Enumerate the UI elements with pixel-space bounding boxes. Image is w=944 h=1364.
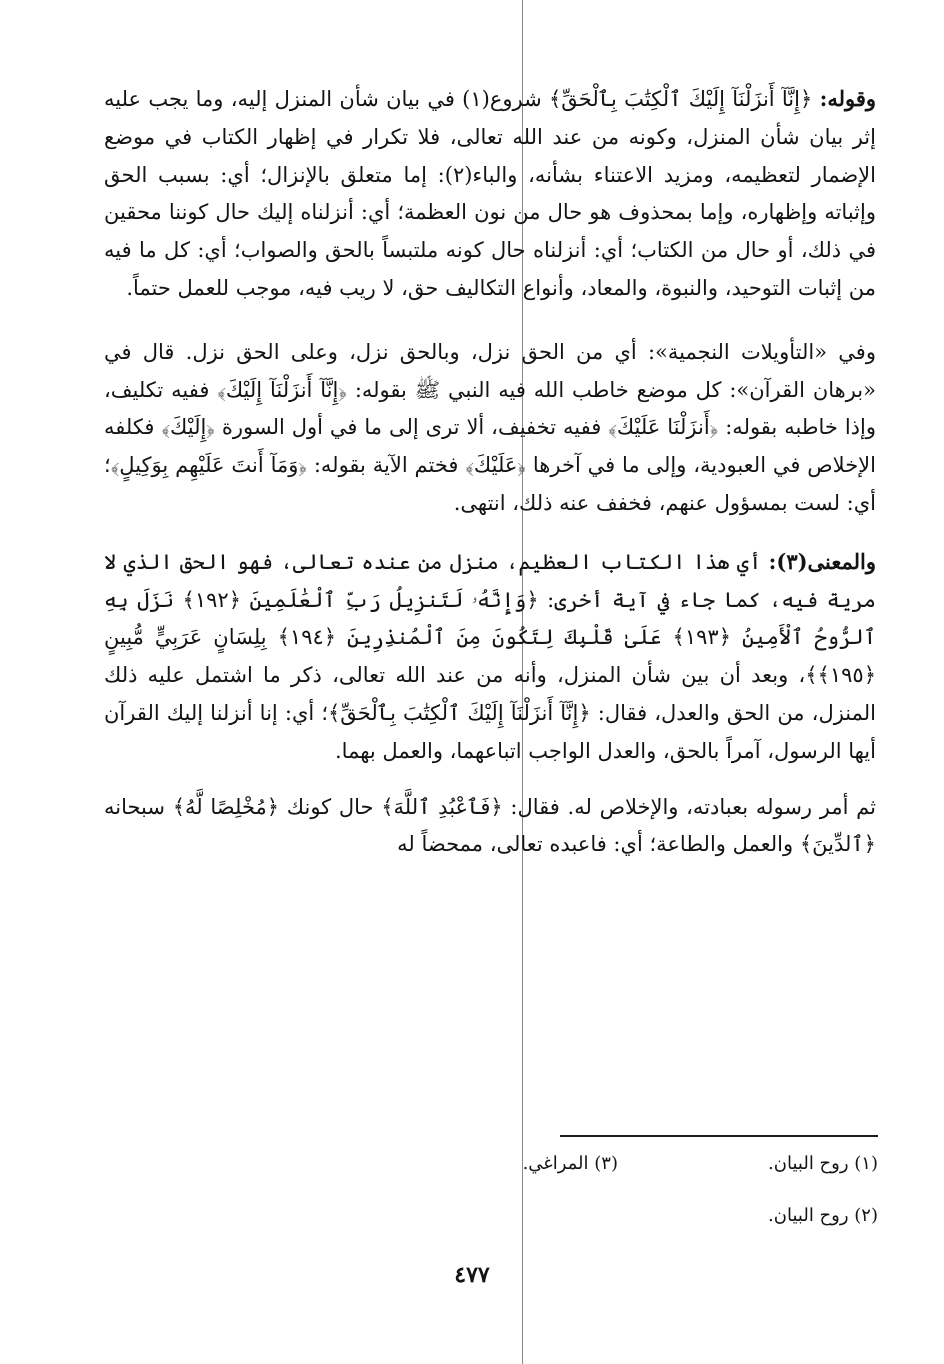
footnote-3: (٣) المراغي. [522, 1153, 618, 1174]
footnotes [300, 1152, 878, 1242]
paragraph-text: أي هذا الكتاب العظيم، منزل من عنده تعالى، فهو الحق الذي لا مرية فيه، كما جاء في آية أخرى: ﴿وَإِنَّهُۥ لَتَنزِيلُ رَبِّ ٱلْعَٰلَمِينَ ﴿١٩٢﴾ نَزَلَ بِهِ ٱلرُّوحُ ٱلْأَمِينُ ﴿١٩٣﴾ عَلَىٰ قَلْبِكَ لِتَكُونَ مِنَ ٱلْمُنذِرِينَ ﴿١٩٤﴾ بِلِسَانٍ عَرَبِيٍّ مُّبِينٍ ﴿١٩٥﴾﴾، وبعد أن بين شأن المنزل، وأنه من عند الله تعالى، ذكر ما اشتمل عليه ذلك المنزل، من الحق والعدل، فقال: ﴿إِنَّآ أَنزَلْنَآ إِلَيْكَ ٱلْكِتَٰبَ بِٱلْحَقِّ﴾؛ أي: إنا أنزلنا إليك القرآن أيها الرسول، آمراً بالحق، والعدل الواجب اتباعهما، والعمل بهما. [104, 549, 876, 763]
page-number: ٤٧٧ [454, 1262, 490, 1288]
paragraph-2 [104, 334, 876, 523]
paragraph-text: ﴿إِنَّآ أَنزَلْنَآ إِلَيْكَ ٱلْكِتَٰبَ بِٱلْحَقِّ﴾ شروع(١) في بيان شأن المنزل إليه، وما يجب عليه إثر بيان شأن المنزل، وكونه من عند الله تعالى، فلا تكرار في إظهار الكتاب في موضع الإضمار لتعظيمه، ومزيد الاعتناء بشأنه، والباء(٢): إما متعلق بالإنزال؛ أي: بسبب الحق وإثباته وإظهاره، وإما بمحذوف هو حال من نون العظمة؛ أي: أنزلناه إليك حال كوننا محقين في ذلك، أو حال من الكتاب؛ أي: أنزلناه حال كونه ملتبساً بالحق والصواب؛ أي: كل ما فيه من إثبات التوحيد، والنبوة، والمعاد، وأنواع التكاليف حق، لا ريب فيه، موجب للعمل حتماً. [104, 87, 876, 300]
paragraph-lead: وقوله: [819, 86, 877, 111]
paragraph-3 [104, 543, 876, 771]
paragraph-text: ثم أمر رسوله بعبادته، والإخلاص له. فقال: ﴿فَٱعْبُدِ ٱللَّهَ﴾ حال كونك ﴿مُخْلِصًا لَّهُ﴾ سبحانه ﴿ٱلدِّينَ﴾ والعمل والطاعة؛ أي: فاعبده تعالى، ممحضاً له [104, 794, 876, 857]
paragraph-1 [104, 80, 876, 308]
footnote-separator [560, 1135, 878, 1137]
paragraph-lead: والمعنى(٣): [768, 548, 877, 574]
paragraph-4 [104, 789, 876, 865]
footnote-1: (١) روح البيان. [768, 1153, 878, 1174]
paragraph-text: «التأويلات النجمية»: أي من الحق نزل، وبالحق نزل، وعلى الحق نزل. قال في «برهان القرآن»: كل موضع خاطب الله فيه النبي ﷺ بقوله: ﴿إِنَّآ أَنزَلْنَآ إِلَيْكَ﴾ ففيه تكليف، وإذا خاطبه بقوله: ﴿أَنزَلْنَا عَلَيْكَ﴾ ففيه تخفيف، ألا ترى إلى ما في أول السورة ﴿إِلَيْكَ﴾ فكلفه الإخلاص في العبودية، وإلى ما في آخرها ﴿عَلَيْكَ﴾ فختم الآية بقوله: ﴿وَمَآ أَنتَ عَلَيْهِم بِوَكِيلٍ﴾؛ أي: لست بمسؤول عنهم، فخفف عنه ذلك، انتهى. [104, 339, 876, 515]
paragraph-lead: وفي [838, 339, 876, 364]
main-text [104, 80, 876, 884]
footnote-2: (٢) روح البيان. [768, 1205, 878, 1226]
